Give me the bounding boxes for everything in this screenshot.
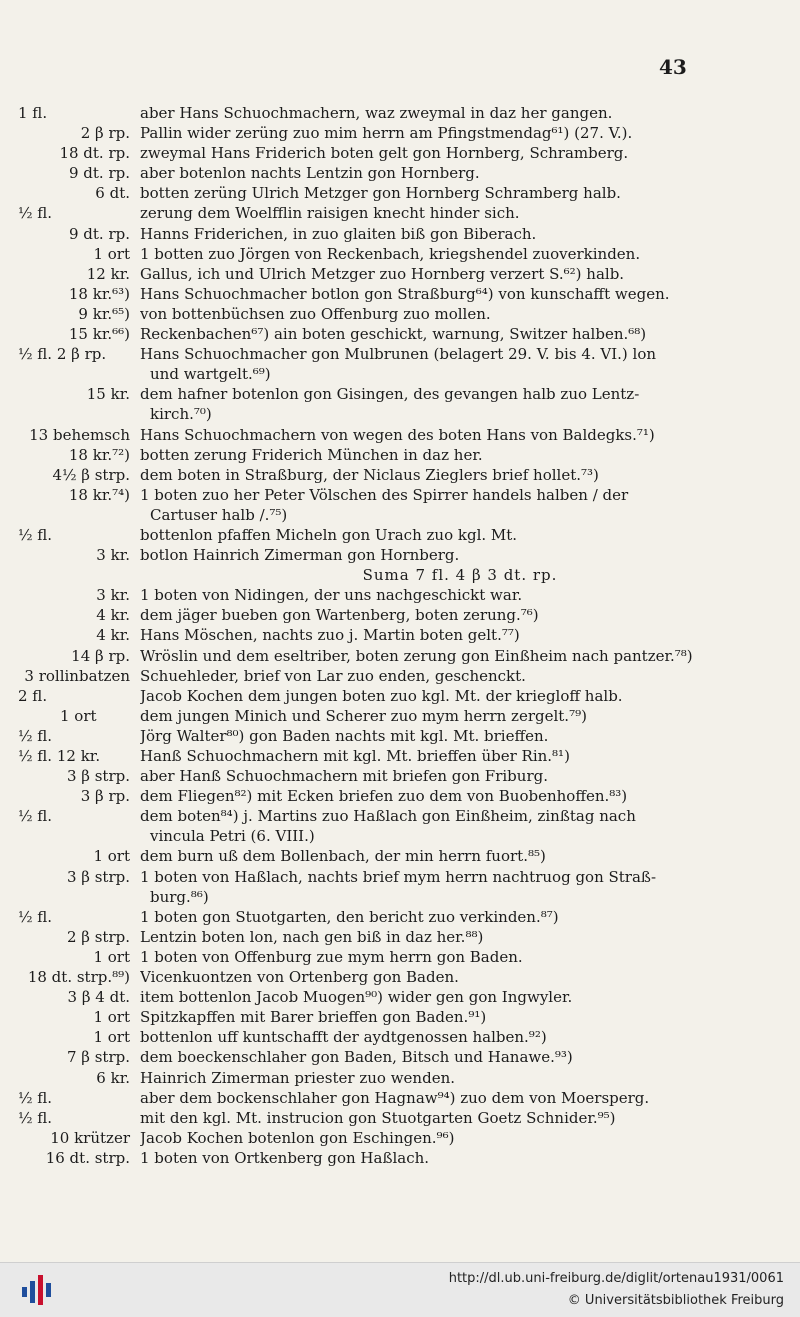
entry-text: Spitzkapffen mit Barer brieffen gon Baden.⁹¹) xyxy=(140,1008,487,1027)
entry-amount: ½ fl. xyxy=(18,907,53,926)
ledger-row xyxy=(0,907,800,927)
ledger-row xyxy=(0,1027,800,1047)
entry-text: Jacob Kochen dem jungen boten zuo kgl. Mt. der kriegloff halb. xyxy=(140,686,623,705)
entry-amount: 18 dt. rp. xyxy=(59,144,130,163)
ledger-row xyxy=(0,103,800,123)
entry-amount: 2 fl. xyxy=(18,686,48,705)
entry-amount: 2 β rp. xyxy=(80,124,130,143)
sum-text: Suma 7 fl. 4 β 3 dt. rp. xyxy=(362,566,558,585)
ledger-row xyxy=(0,1088,800,1108)
ledger-row xyxy=(0,585,800,605)
ledger-row xyxy=(0,726,800,746)
ledger-row xyxy=(0,806,800,826)
ledger-row xyxy=(0,485,800,505)
entry-text: Vicenkuontzen von Ortenberg gon Baden. xyxy=(140,968,459,987)
entry-text: Hanß Schuochmachern mit kgl. Mt. brieffen über Rin.⁸¹) xyxy=(140,747,570,765)
entry-text: Cartuser halb /.⁷⁵) xyxy=(150,505,288,524)
entry-text: kirch.⁷⁰) xyxy=(150,405,212,424)
ledger-row xyxy=(0,505,800,525)
entry-amount: 14 β rp. xyxy=(71,646,130,665)
ledger-row xyxy=(0,846,800,866)
entry-amount: ½ fl. xyxy=(18,525,53,544)
entry-amount: 6 kr. xyxy=(96,1068,130,1087)
ledger-row xyxy=(0,1148,800,1168)
entry-text: bottenlon uff kuntschafft der aydtgenossen halben.⁹²) xyxy=(140,1028,547,1047)
ledger-row xyxy=(0,525,800,545)
entry-amount: 6 dt. xyxy=(95,184,130,203)
entry-text: Hanns Friderichen, in zuo glaiten biß gon Biberach. xyxy=(140,224,537,243)
entry-text: Jacob Kochen botenlon gon Eschingen.⁹⁶) xyxy=(140,1128,455,1147)
ledger-row xyxy=(0,1047,800,1067)
entry-text: Wröslin und dem eseltriber, boten zerung gon Einßheim nach pantzer.⁷⁸) xyxy=(140,646,693,665)
entry-amount: 4 kr. xyxy=(96,606,130,625)
entry-amount: 15 kr. xyxy=(86,385,130,404)
ledger-row xyxy=(0,183,800,203)
entry-amount: ½ fl. xyxy=(18,807,53,826)
ledger-row xyxy=(0,826,800,846)
entry-amount xyxy=(0,404,140,424)
entry-text: Reckenbachen⁶⁷) ain boten geschickt, warnung, Switzer halben.⁶⁸) xyxy=(140,325,647,344)
entry-amount: 1 fl. xyxy=(18,104,48,122)
entry-text: aber Hanß Schuochmachern mit briefen gon Friburg. xyxy=(140,767,548,786)
entry-text: dem boeckenschlaher gon Baden, Bitsch und Hanawe.⁹³) xyxy=(140,1048,573,1067)
entry-text: botlon Hainrich Zimerman gon Hornberg. xyxy=(140,546,460,565)
entry-amount: 13 behemsch xyxy=(29,425,130,444)
entry-amount: ½ fl. 2 β rp. xyxy=(18,345,107,364)
entry-text: dem jungen Minich und Scherer zuo mym herrn zergelt.⁷⁹) xyxy=(140,706,587,725)
entry-amount: ½ fl. 12 kr. xyxy=(18,747,101,765)
ledger-row xyxy=(0,404,800,424)
entry-amount: 18 dt. strp.⁸⁹) xyxy=(27,968,130,987)
entry-amount: ½ fl. xyxy=(18,1108,53,1127)
entry-amount xyxy=(0,505,140,525)
entry-text: Hans Möschen, nachts zuo j. Martin boten gelt.⁷⁷) xyxy=(140,626,520,645)
ledger-row xyxy=(0,967,800,987)
ledger-row xyxy=(0,123,800,143)
entry-amount: 3 kr. xyxy=(96,546,130,565)
ledger-row xyxy=(0,706,800,726)
ledger-row xyxy=(0,927,800,947)
entry-text: Hans Schuochmacher gon Mulbrunen (belagert 29. V. bis 4. VI.) lon xyxy=(140,345,657,364)
entry-amount: ½ fl. xyxy=(18,1088,53,1107)
ledger-row xyxy=(0,465,800,485)
sum-line xyxy=(0,565,800,585)
ledger-row xyxy=(0,1007,800,1027)
entry-amount: 12 kr. xyxy=(86,264,130,283)
entry-amount xyxy=(0,826,140,846)
entry-text: von bottenbüchsen zuo Offenburg zuo mollen. xyxy=(140,304,491,323)
ledger-row xyxy=(0,1108,800,1128)
entry-amount: 3 β strp. xyxy=(66,867,130,886)
entry-text: bottenlon pfaffen Micheln gon Urach zuo kgl. Mt. xyxy=(140,525,518,544)
source-url[interactable]: http://dl.ub.uni-freiburg.de/diglit/ortenau1931/0061 xyxy=(448,1271,784,1286)
ledger-row xyxy=(0,987,800,1007)
ledger-row xyxy=(0,746,800,766)
entry-text: zerung dem Woelfflin raisigen knecht hinder sich. xyxy=(140,204,520,223)
ledger-row xyxy=(0,766,800,786)
entry-amount: 18 kr.⁷²) xyxy=(68,445,130,464)
entry-text: 1 boten von Nidingen, der uns nachgeschickt war. xyxy=(140,586,523,605)
entry-text: Lentzin boten lon, nach gen biß in daz her.⁸⁸) xyxy=(140,927,484,946)
footer xyxy=(0,1262,800,1317)
ledger-row xyxy=(0,947,800,967)
ledger-row xyxy=(0,384,800,404)
entry-amount: 18 kr.⁶³) xyxy=(68,284,130,303)
entry-text: 1 boten gon Stuotgarten, den bericht zuo verkinden.⁸⁷) xyxy=(140,907,559,926)
entry-amount: 1 ort xyxy=(93,244,130,263)
ledger-row xyxy=(0,224,800,244)
entry-text: mit den kgl. Mt. instrucion gon Stuotgarten Goetz Schnider.⁹⁵) xyxy=(140,1108,616,1127)
ledger xyxy=(0,103,800,1168)
entry-text: dem burn uß dem Bollenbach, der min herrn fuort.⁸⁵) xyxy=(140,847,546,866)
entry-text: dem jäger bueben gon Wartenberg, boten zerung.⁷⁶) xyxy=(140,606,539,625)
entry-text: zweymal Hans Friderich boten gelt gon Hornberg, Schramberg. xyxy=(140,144,629,163)
ledger-row xyxy=(0,344,800,364)
entry-amount: 4 kr. xyxy=(96,626,130,645)
entry-amount: 9 dt. rp. xyxy=(68,224,130,243)
entry-amount xyxy=(0,364,140,384)
ledger-row xyxy=(0,284,800,304)
entry-amount: 7 β strp. xyxy=(66,1048,130,1067)
entry-text: aber Hans Schuochmachern, waz zweymal in daz her gangen. xyxy=(140,104,613,122)
entry-text: botten zerung Friderich München in daz her. xyxy=(140,445,483,464)
entry-text: Hainrich Zimerman priester zuo wenden. xyxy=(140,1068,455,1087)
entry-text: 1 boten von Haßlach, nachts brief mym herrn nachtruog gon Straß- xyxy=(140,867,657,886)
entry-amount: 3 rollinbatzen xyxy=(24,666,130,685)
entry-amount xyxy=(0,887,140,907)
page-number: 43 xyxy=(659,55,687,79)
ledger-row xyxy=(0,324,800,344)
entry-amount: 4½ β strp. xyxy=(52,465,130,484)
entry-amount: 10 krützer xyxy=(50,1128,130,1147)
entry-text: burg.⁸⁶) xyxy=(150,887,209,906)
entry-amount: 3 β rp. xyxy=(80,787,130,806)
ledger-row xyxy=(0,545,800,565)
ledger-row xyxy=(0,1068,800,1088)
ledger-row xyxy=(0,163,800,183)
entry-text: botten zerüng Ulrich Metzger gon Hornberg Schramberg halb. xyxy=(140,184,621,203)
ledger-row xyxy=(0,203,800,223)
entry-amount: 1 ort xyxy=(60,706,97,725)
entry-amount: 1 ort xyxy=(93,947,130,966)
ledger-row xyxy=(0,364,800,384)
ledger-row xyxy=(0,867,800,887)
entry-amount: 1 ort xyxy=(93,1028,130,1047)
entry-amount: 18 kr.⁷⁴) xyxy=(68,485,130,504)
entry-text: dem boten⁸⁴) j. Martins zuo Haßlach gon Einßheim, zinßtag nach xyxy=(140,807,636,826)
entry-text: vincula Petri (6. VIII.) xyxy=(150,827,315,846)
ledger-row xyxy=(0,686,800,706)
ledger-row xyxy=(0,244,800,264)
entry-text: 1 botten zuo Jörgen von Reckenbach, kriegshendel zuoverkinden. xyxy=(140,244,641,263)
entry-text: 1 boten von Ortkenberg gon Haßlach. xyxy=(140,1148,430,1167)
entry-text: dem boten in Straßburg, der Niclaus Zieglers brief hollet.⁷³) xyxy=(140,465,599,484)
ledger-row xyxy=(0,445,800,465)
entry-text: Jörg Walter⁸⁰) gon Baden nachts mit kgl. Mt. brieffen. xyxy=(140,726,549,745)
ledger-row xyxy=(0,666,800,686)
entry-amount: ½ fl. xyxy=(18,204,53,223)
entry-amount: 16 dt. strp. xyxy=(45,1148,130,1167)
entry-text: Hans Schuochmacher botlon gon Straßburg⁶⁴) von kunschafft wegen. xyxy=(140,284,670,303)
ledger-row xyxy=(0,304,800,324)
ledger-row xyxy=(0,1128,800,1148)
entry-amount: 1 ort xyxy=(93,1008,130,1027)
entry-amount: 3 β 4 dt. xyxy=(67,988,130,1007)
entry-text: aber dem bockenschlaher gon Hagnaw⁹⁴) zuo dem von Moersperg. xyxy=(140,1088,650,1107)
entry-amount: 9 dt. rp. xyxy=(68,164,130,183)
entry-amount: 3 kr. xyxy=(96,586,130,605)
ledger-row xyxy=(0,646,800,666)
university-logo-icon xyxy=(18,1271,58,1309)
entry-text: Pallin wider zerüng zuo mim herrn am Pfingstmendag⁶¹) (27. V.). xyxy=(140,124,633,143)
ledger-row xyxy=(0,425,800,445)
ledger-row xyxy=(0,625,800,645)
entry-text: item bottenlon Jacob Muogen⁹⁰) wider gen gon Ingwyler. xyxy=(140,988,573,1007)
copyright: © Universitätsbibliothek Freiburg xyxy=(567,1293,784,1308)
ledger-row xyxy=(0,887,800,907)
ledger-row xyxy=(0,143,800,163)
entry-text: Gallus, ich und Ulrich Metzger zuo Hornberg verzert S.⁶²) halb. xyxy=(140,264,625,283)
entry-amount: 9 kr.⁶⁵) xyxy=(78,304,130,323)
entry-text: dem Fliegen⁸²) mit Ecken briefen zuo dem von Buobenhoffen.⁸³) xyxy=(140,787,628,806)
entry-text: 1 boten zuo her Peter Völschen des Spirrer handels halben / der xyxy=(140,485,629,504)
entry-text: Hans Schuochmachern von wegen des boten Hans von Baldegks.⁷¹) xyxy=(140,425,655,444)
entry-text: dem hafner botenlon gon Gisingen, des gevangen halb zuo Lentz- xyxy=(140,385,640,404)
entry-text: und wartgelt.⁶⁹) xyxy=(150,365,271,384)
entry-amount: 1 ort xyxy=(93,847,130,866)
entry-text: Schuehleder, brief von Lar zuo enden, geschenckt. xyxy=(140,666,526,685)
entry-amount: 3 β strp. xyxy=(66,767,130,786)
entry-text: 1 boten von Offenburg zue mym herrn gon Baden. xyxy=(140,947,523,966)
entry-amount: ½ fl. xyxy=(18,726,53,745)
entry-amount: 15 kr.⁶⁶) xyxy=(68,325,130,344)
entry-text: aber botenlon nachts Lentzin gon Hornberg. xyxy=(140,164,480,183)
entry-amount: 2 β strp. xyxy=(66,927,130,946)
ledger-row xyxy=(0,786,800,806)
ledger-row xyxy=(0,605,800,625)
ledger-row xyxy=(0,264,800,284)
